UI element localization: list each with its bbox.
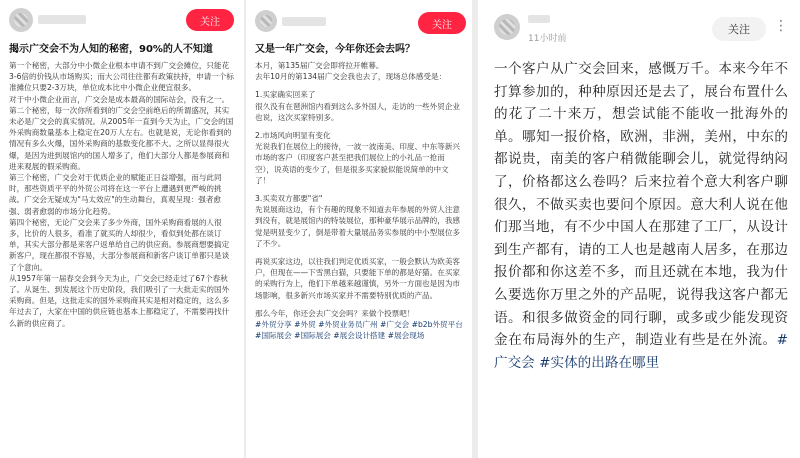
follow-button[interactable]: 关注 [712,17,766,41]
post-title: 又是一年广交会，今年你还会去吗？ [255,44,415,55]
post-time: 11小时前 [528,34,567,44]
paragraph: 1.买家确实回来了 [255,90,316,100]
username-blurred[interactable] [528,15,550,23]
follow-button[interactable]: 关注 [186,9,234,31]
post-body [246,57,472,319]
more-icon[interactable]: ⋮ [774,18,788,34]
paragraph: 光说我们在展位上的接待，一波一波南美、印度、中东等新兴市场的客户（印度客户甚至把我们展位上的小礼品一抢而空），说英语的变少了，但是很多买家貌似能说简单的中文了！ [255,142,461,185]
post-header [0,0,244,40]
paragraph: 本月，第135届广交会即将拉开帷幕。 [255,61,384,70]
post-text: 一个客户从广交会回来，感慨万千。本来今年不打算参加的，种种原因还是去了，展台布置什么的花了二十来万，想尝试能不能收一批海外的单。哪知一报价格，欧洲，非洲，美州，中东的都说贵，南美的客户稍微能聊会儿，就觉得纳闷了，价格都这么卷吗？后来拉着个意大利客户聊很久，不做买卖也要问个原因。意大利人说在他们那当地，有不少中国人在那建了工厂，从设计到生产都有，请的工人也是越南人居多，在那边报价都和你这差不多，而且还就在本地，我为什么要选你万里之外的产品呢，说得我这客户都无语。和很多做资金的同行聊，或多或少能发现资金在布局海外的生产，制造业有些是在外流。 [494,61,788,349]
post-card-3 [478,0,800,458]
paragraph: 第四个秘密，无论广交会来了多少外商，国外采购商看展的人很多，比价的人很多，看准了就买的人却很少，看似到处都在谈订单，其实大部分都是来客户返单给自己的供应商。参展商想要搞定新客户，现在都很不容易，大部分参展商和新客户谈订单都只是谈了个意向。 [9,217,230,272]
paragraph: 对于中小微企业而言，广交会是成本最高的国际站会，没有之一。 [9,94,230,104]
post-card-1 [0,0,244,458]
hashtags[interactable]: #外贸分享 #外贸 #外贸业务员广州 #广交会 #b2b外贸平台 #国际展会 #国际展会 #展会设计搭建 #展会现场 [255,320,463,341]
hashtags[interactable]: #广交会 #实体的出路在哪里 [494,332,788,371]
username-blurred[interactable] [282,17,326,26]
avatar[interactable] [9,8,33,32]
post-card-2 [246,0,472,458]
paragraph: 先说展商这边，有个有趣的现象不知道去年参展的外贸人注意到没有，就是展馆内的特装展位，那种豪华展示品牌的，我感觉是明显变少了，倒是带着大量展品务实参展的中小型展位多了不少。 [255,205,461,248]
paragraph: 再说买家这边，以往我们判定优质买家，一般会默认为欧美客户，但现在——下雪黑白猫，只要能下单的都是好猫。在买家的采购行为上，他们下单越来越谨慎，另外一方面也是因为市场影响，很多新兴市场买家并不需要特别优质的产品。 [255,257,461,300]
paragraph: 第三个秘密，广交会对于优质企业的赋能正日益增强，而与此同时，那些资质平平的外贸公司将在这一平台上遭遇到更严峻的挑战。广交会无疑成为"马太效应"的生动舞台，真观呈现：强者愈强、弱者愈弱的市场分化趋势。 [9,173,222,216]
username-blurred[interactable] [38,15,86,24]
paragraph: 2.市场风向明显有变化 [255,131,331,141]
post-body [0,57,244,329]
paragraph: 那么今年，你还会去广交会吗？来做个投票吧！ [255,308,415,318]
post-header [246,0,472,40]
paragraph: 第一个秘密，大部分中小微企业根本申请不到广交会摊位，只能花3-6倍的价钱从市场购买；而大公司往往都有政策扶持，申请一个标准摊位只要2-3万块，单位成本比中小微企业便宜很多。 [9,61,235,93]
post-body [478,52,800,374]
paragraph: 去年10月的第134届广交会我也去了，现场总体感受是： [255,72,447,82]
paragraph: 从1957年第一届春交会到今天为止，广交会已经走过了67个春秋了。从诞生、到发展这个历史阶段，我们吸引了一大批走实的国外采购商。但是，这批走实的国外采购商其实是相对稳定的，这么多年过去了，大家在中国的供应链也基本上都稳定了，不需要再找什么新的供应商了。 [9,273,230,328]
paragraph: 第二个秘密，每一次你所看到的广交会空前绝后的所谓盛况，其实未必是广交会的真实情况。从2005年一直到今天为止，广交会的国外采购商数量基本上稳定在20万人左右。也就是说，无论你看到的情况有多么火爆，国外采购商的基数变化都不大。之所以显得很火爆，是因为进到展馆内的国人增多了，他们大部分人都是参展商和进来观展的假采购商。 [9,105,234,171]
paragraph: 很久没有在琶洲馆内看到这么多外国人，走访的一些外贸企业也说，这次买家特别多。 [255,101,461,122]
avatar[interactable] [494,14,520,40]
avatar[interactable] [255,10,277,32]
post-header [478,0,800,52]
post-title: 揭示广交会不为人知的秘密，90%的人不知道 [9,44,213,55]
follow-button[interactable]: 关注 [418,12,466,34]
paragraph: 3.买卖双方都要"省" [255,194,323,204]
